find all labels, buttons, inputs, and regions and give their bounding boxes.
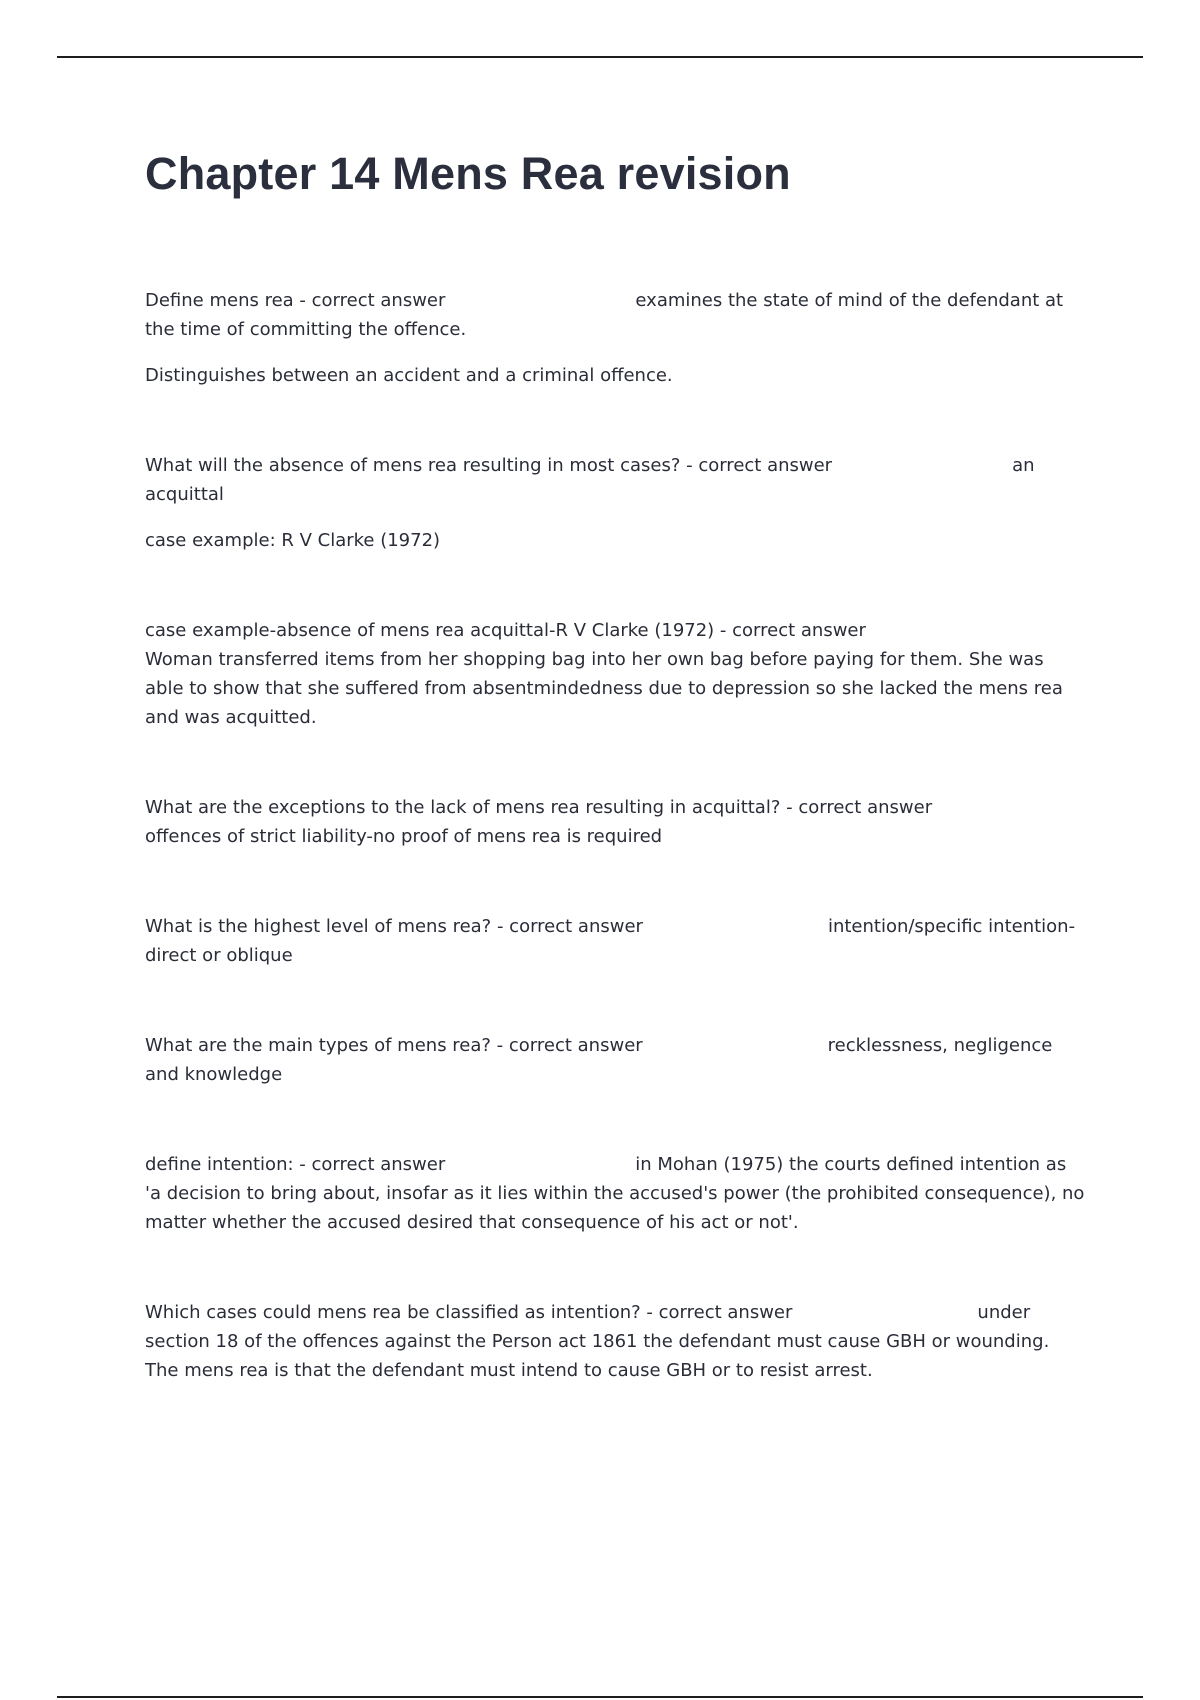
qa-entry	[145, 451, 1085, 509]
qa-item-highest-level	[145, 912, 1085, 970]
question-text: case example-absence of mens rea acquittal-R V Clarke (1972) - correct answer	[145, 620, 866, 641]
qa-item-exceptions	[145, 793, 1085, 851]
extra-note: Distinguishes between an accident and a criminal offence.	[145, 365, 673, 386]
qa-item-clarke-case-example	[145, 616, 1085, 732]
question-text: Which cases could mens rea be classified as intention? - correct answer	[145, 1302, 793, 1323]
qa-entry	[145, 1031, 1085, 1089]
answer-text: in Mohan (1975) the courts defined intention as 'a decision to bring about, insofar as it lies within the accused's power (the prohibited consequence), no matter whether the accused desired that consequence of his act or not'.	[145, 1154, 1085, 1233]
document-body	[145, 138, 1085, 1446]
question-text: What are the main types of mens rea? - correct answer	[145, 1035, 643, 1056]
question-text: What will the absence of mens rea resulting in most cases? - correct answer	[145, 455, 833, 476]
answer-text: under section 18 of the offences against the Person act 1861 the defendant must cause GBH or wounding. The mens rea is that the defendant must intend to cause GBH or to resist arrest.	[145, 1302, 1050, 1381]
qa-item-absence-of-mens-rea	[145, 451, 1085, 555]
answer-text: an acquittal	[145, 455, 1035, 505]
qa-item-main-types	[145, 1031, 1085, 1089]
extra-note: case example: R V Clarke (1972)	[145, 530, 441, 551]
page-title: Chapter 14 Mens Rea revision	[145, 148, 791, 199]
qa-item-classified-as-intention	[145, 1298, 1085, 1385]
answer-text: Woman transferred items from her shopping bag into her own bag before paying for them. She was able to show that she suffered from absentmindedness due to depression so she lacked the mens rea and was acquitted.	[145, 649, 1063, 728]
answer-text: intention/specific intention-direct or oblique	[145, 916, 1076, 966]
question-text: Define mens rea - correct answer	[145, 290, 446, 311]
qa-item-define-mens-rea	[145, 286, 1085, 390]
qa-item-define-intention	[145, 1150, 1085, 1237]
question-text: What are the exceptions to the lack of mens rea resulting in acquittal? - correct answer	[145, 797, 933, 818]
qa-entry	[145, 1298, 1085, 1385]
qa-entry	[145, 912, 1085, 970]
qa-entry	[145, 286, 1085, 344]
answer-text: recklessness, negligence and knowledge	[145, 1035, 1053, 1085]
top-rule	[57, 56, 1143, 58]
answer-text: examines the state of mind of the defendant at the time of committing the offence.	[145, 290, 1064, 340]
question-text: define intention: - correct answer	[145, 1154, 446, 1175]
question-text: What is the highest level of mens rea? - correct answer	[145, 916, 643, 937]
bottom-rule	[57, 1696, 1143, 1698]
qa-entry	[145, 1150, 1085, 1237]
answer-text: offences of strict liability-no proof of mens rea is required	[145, 826, 663, 847]
qa-list	[145, 286, 1085, 1385]
